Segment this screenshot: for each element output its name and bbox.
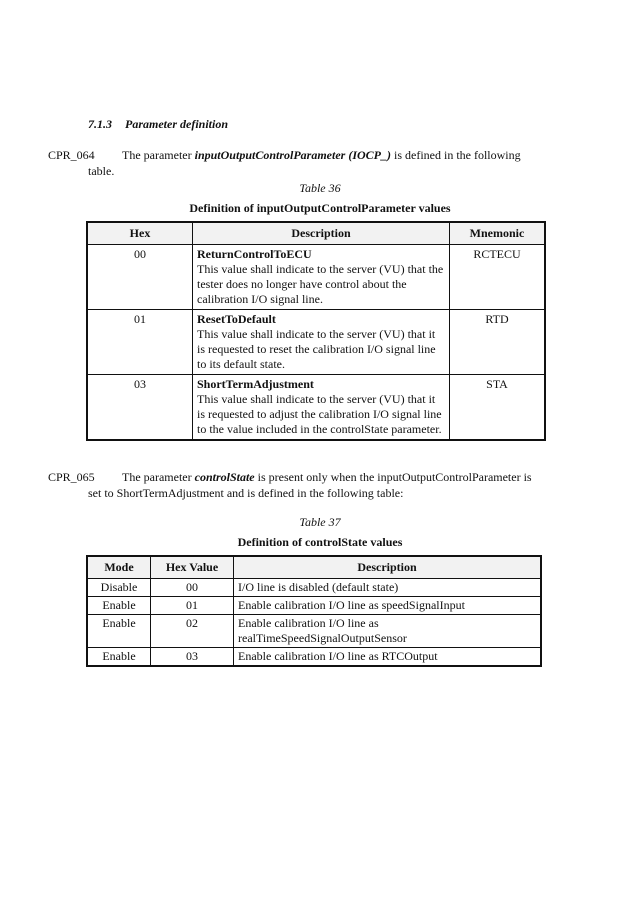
requirement-id: CPR_064 bbox=[48, 148, 95, 162]
column-header-description: Description bbox=[234, 556, 542, 579]
mnemonic-cell: RTD bbox=[450, 310, 546, 375]
table-row bbox=[87, 648, 541, 667]
paragraph-text: is present only when the inputOutputControlParameter is set to ShortTermAdjustment and is defined in the following table: bbox=[88, 470, 532, 500]
hex-cell: 00 bbox=[151, 579, 234, 597]
paragraph-text: is defined in the following table. bbox=[88, 148, 521, 178]
mode-cell: Disable bbox=[87, 579, 151, 597]
parameter-name: inputOutputControlParameter (IOCP_) bbox=[194, 148, 391, 162]
table-iocp-values bbox=[86, 221, 546, 441]
hex-cell: 00 bbox=[87, 245, 193, 310]
description-cell: Enable calibration I/O line as realTimeSpeedSignalOutputSensor bbox=[234, 615, 542, 648]
mnemonic-cell: STA bbox=[450, 375, 546, 441]
paragraph-body bbox=[88, 469, 546, 501]
description-cell: Enable calibration I/O line as speedSignalInput bbox=[234, 597, 542, 615]
value-name: ShortTermAdjustment bbox=[197, 377, 314, 391]
table-title: Definition of inputOutputControlParameter values bbox=[189, 201, 451, 215]
paragraph-body bbox=[88, 147, 546, 179]
table-label: Table 37 bbox=[299, 515, 341, 529]
description-cell bbox=[193, 245, 450, 310]
column-header-hex: Hex bbox=[87, 222, 193, 245]
description-cell: Enable calibration I/O line as RTCOutput bbox=[234, 648, 542, 667]
paragraph-text: The parameter bbox=[122, 470, 195, 484]
table-label: Table 36 bbox=[299, 181, 341, 195]
table-control-state-values bbox=[86, 555, 542, 667]
value-description: This value shall indicate to the server (VU) that it is requested to reset the calibration I/O signal line to its default state. bbox=[197, 327, 436, 371]
mode-cell: Enable bbox=[87, 615, 151, 648]
column-header-mode: Mode bbox=[87, 556, 151, 579]
mode-cell: Enable bbox=[87, 648, 151, 667]
hex-cell: 01 bbox=[151, 597, 234, 615]
hex-cell: 03 bbox=[151, 648, 234, 667]
table-header-row bbox=[87, 222, 545, 245]
table-row bbox=[87, 245, 545, 310]
hex-cell: 02 bbox=[151, 615, 234, 648]
paragraph-cpr-065 bbox=[48, 469, 546, 501]
column-header-mnemonic: Mnemonic bbox=[450, 222, 546, 245]
table-title: Definition of controlState values bbox=[237, 535, 403, 549]
mnemonic-cell: RCTECU bbox=[450, 245, 546, 310]
section-title: Parameter definition bbox=[125, 117, 228, 131]
paragraph-cpr-064 bbox=[48, 147, 546, 179]
value-name: ResetToDefault bbox=[197, 312, 276, 326]
column-header-description: Description bbox=[193, 222, 450, 245]
value-description: This value shall indicate to the server (VU) that the tester does no longer have control about the calibration I/O signal line. bbox=[197, 262, 444, 306]
table-row bbox=[87, 615, 541, 648]
section-heading bbox=[88, 117, 228, 132]
column-header-hex-value: Hex Value bbox=[151, 556, 234, 579]
requirement-id: CPR_065 bbox=[48, 470, 95, 484]
hex-cell: 01 bbox=[87, 310, 193, 375]
table-header-row bbox=[87, 556, 541, 579]
description-cell bbox=[193, 310, 450, 375]
parameter-name: controlState bbox=[194, 470, 255, 484]
table-row bbox=[87, 310, 545, 375]
mode-cell: Enable bbox=[87, 597, 151, 615]
table-row bbox=[87, 375, 545, 441]
value-description: This value shall indicate to the server (VU) that it is requested to adjust the calibration I/O signal line to the value included in the controlState parameter. bbox=[197, 392, 442, 436]
paragraph-text: The parameter bbox=[122, 148, 195, 162]
description-cell: I/O line is disabled (default state) bbox=[234, 579, 542, 597]
hex-cell: 03 bbox=[87, 375, 193, 441]
value-name: ReturnControlToECU bbox=[197, 247, 312, 261]
description-cell bbox=[193, 375, 450, 441]
section-number: 7.1.3 bbox=[88, 117, 112, 131]
table-row bbox=[87, 579, 541, 597]
table-row bbox=[87, 597, 541, 615]
